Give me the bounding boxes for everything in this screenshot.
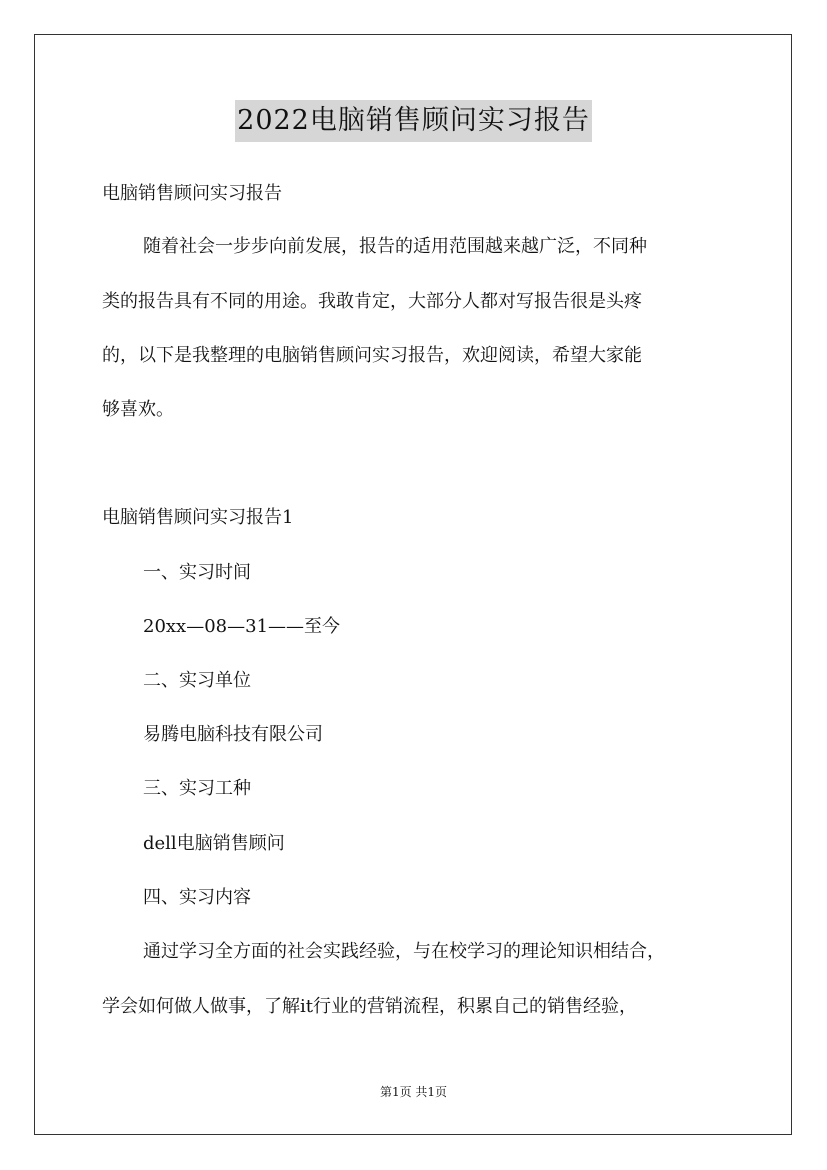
subtitle: 电脑销售顾问实习报告 xyxy=(102,183,282,204)
body-line-2: 学会如何做人做事，了解it行业的营销流程，积累自己的销售经验， xyxy=(102,996,637,1017)
title-container xyxy=(0,100,827,142)
practice-unit-value: 易腾电脑科技有限公司 xyxy=(143,724,323,745)
document-title: 2022电脑销售顾问实习报告 xyxy=(235,100,592,142)
heading-practice-job: 三、实习工种 xyxy=(143,778,251,799)
heading-practice-content: 四、实习内容 xyxy=(143,887,251,908)
practice-job-value: dell电脑销售顾问 xyxy=(143,833,285,854)
heading-practice-time: 一、实习时间 xyxy=(143,562,251,583)
body-line-1: 通过学习全方面的社会实践经验，与在校学习的理论知识相结合， xyxy=(143,941,665,962)
intro-line-2: 类的报告具有不同的用途。我敢肯定，大部分人都对写报告很是头疼 xyxy=(102,291,642,312)
intro-line-3: 的，以下是我整理的电脑销售顾问实习报告，欢迎阅读，希望大家能 xyxy=(102,345,642,366)
section-title: 电脑销售顾问实习报告1 xyxy=(102,507,294,528)
heading-practice-unit: 二、实习单位 xyxy=(143,670,251,691)
practice-time-value: 20xx—08—31——至今 xyxy=(143,616,341,637)
intro-line-1: 随着社会一步步向前发展，报告的适用范围越来越广泛，不同种 xyxy=(143,236,647,257)
intro-line-4: 够喜欢。 xyxy=(102,399,174,420)
page-footer: 第1页 共1页 xyxy=(379,1085,448,1099)
